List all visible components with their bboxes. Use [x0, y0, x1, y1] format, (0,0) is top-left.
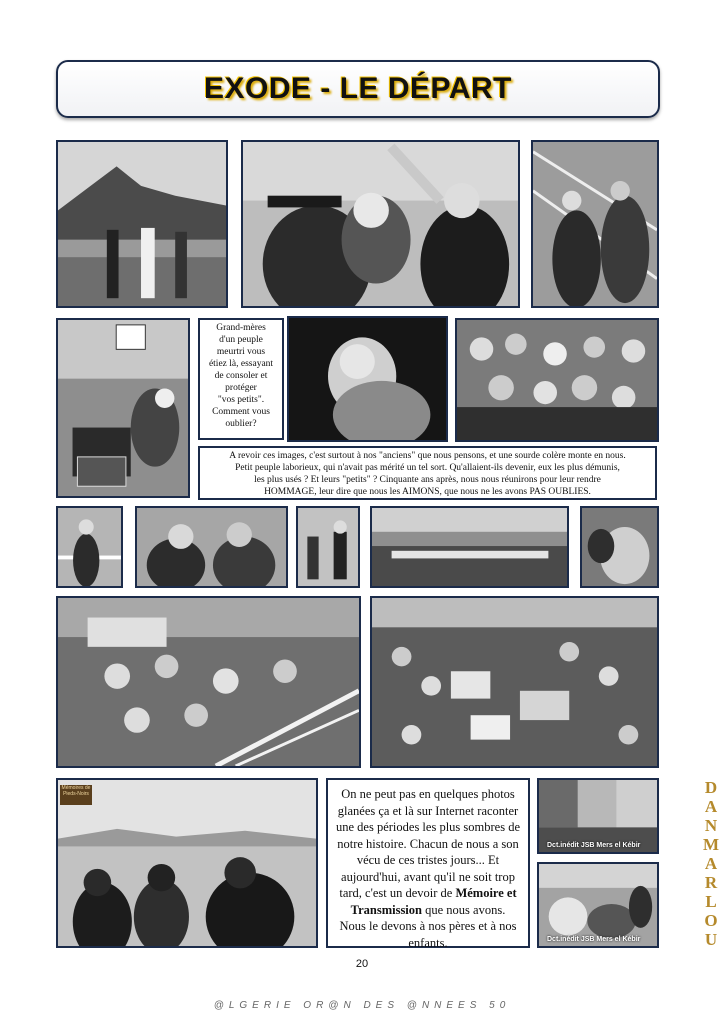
photo-mers-el-kebir-1 [537, 778, 659, 854]
poem-line: protéger [225, 383, 257, 393]
tribute-line: Petit peuple laborieux, qui n'avait pas mérité un tel sort. Qu'allaient-ils devenir, eux les plus démunis, [235, 463, 620, 473]
poem-line: oublier? [225, 419, 257, 429]
photo-ship-deck [531, 140, 659, 308]
photo-mers-el-kebir-2 [537, 862, 659, 948]
page-title: EXODE - LE DÉPART [204, 72, 512, 105]
tribute-box [198, 446, 657, 500]
memory-box [326, 778, 530, 948]
poem-line: Comment vous [212, 407, 270, 417]
photo-quay-group [296, 506, 360, 588]
photo-caption: Dct.inédit JSB Mers el Kébir [547, 936, 641, 943]
tribute-line: A revoir ces images, c'est surtout à nos "anciens" que nous pensons, et une sourde colère monte en nous. [229, 451, 626, 461]
poem-line: meurtri vous [216, 347, 266, 357]
poem-box [198, 318, 284, 440]
memory-text-part1: On ne peut pas en quelques photos glanées ça et là sur Internet raconter une des périodes les plus sombres de notre histoire. Chacun de nous a son vécu de ces tristes jours... Et aujourd'hui, avant qu'il ne soit trop tard, c'est un devoir de [336, 787, 520, 900]
photo-harbor-mountain [56, 140, 228, 308]
logo-text: Mémoires de Pieds-Noirs [61, 785, 91, 797]
photo-deck-rail [56, 506, 123, 588]
photo-crowd-dock [455, 318, 659, 442]
side-signature: DANMARLOU [702, 778, 720, 949]
poem-line: de consoler et [214, 371, 268, 381]
poem-line: d'un peuple [219, 335, 263, 345]
title-banner [56, 60, 660, 118]
memoires-logo [60, 785, 92, 805]
photo-crowded-ship [370, 506, 569, 588]
photo-farewell-wave [241, 140, 520, 308]
tribute-line: les plus usés ? Et leurs "petits" ? Cinquante ans après, nous nous réunirons pour leur rendre [254, 475, 601, 485]
poem-line: Grand-mères [216, 323, 266, 333]
photo-sea-departure [56, 778, 318, 948]
memory-text-part2: que nous avons. Nous le devons à nos pères et à nos enfants. [339, 902, 517, 950]
photo-anguished-faces [580, 506, 659, 588]
photo-ship-baggage [370, 596, 659, 768]
poem-line: "vos petits". [217, 395, 265, 405]
photo-grief-women [135, 506, 288, 588]
photo-caption: Dct.inédit JSB Mers el Kébir [547, 842, 641, 849]
footer-text: @LGERIE OR@N DES @NNEES 50 [213, 1000, 511, 1011]
poem-line: étiez là, essayant [208, 359, 274, 369]
photo-grandmother [287, 316, 448, 442]
photo-waiting-room [56, 318, 190, 498]
memory-text-bold: Mémoire et Transmission [350, 886, 517, 917]
page-number: 20 [355, 958, 369, 970]
photo-deck-crowd-luggage [56, 596, 361, 768]
tribute-line: HOMMAGE, leur dire que nous les AIMONS, que nous ne les avons PAS OUBLIES. [264, 487, 591, 497]
